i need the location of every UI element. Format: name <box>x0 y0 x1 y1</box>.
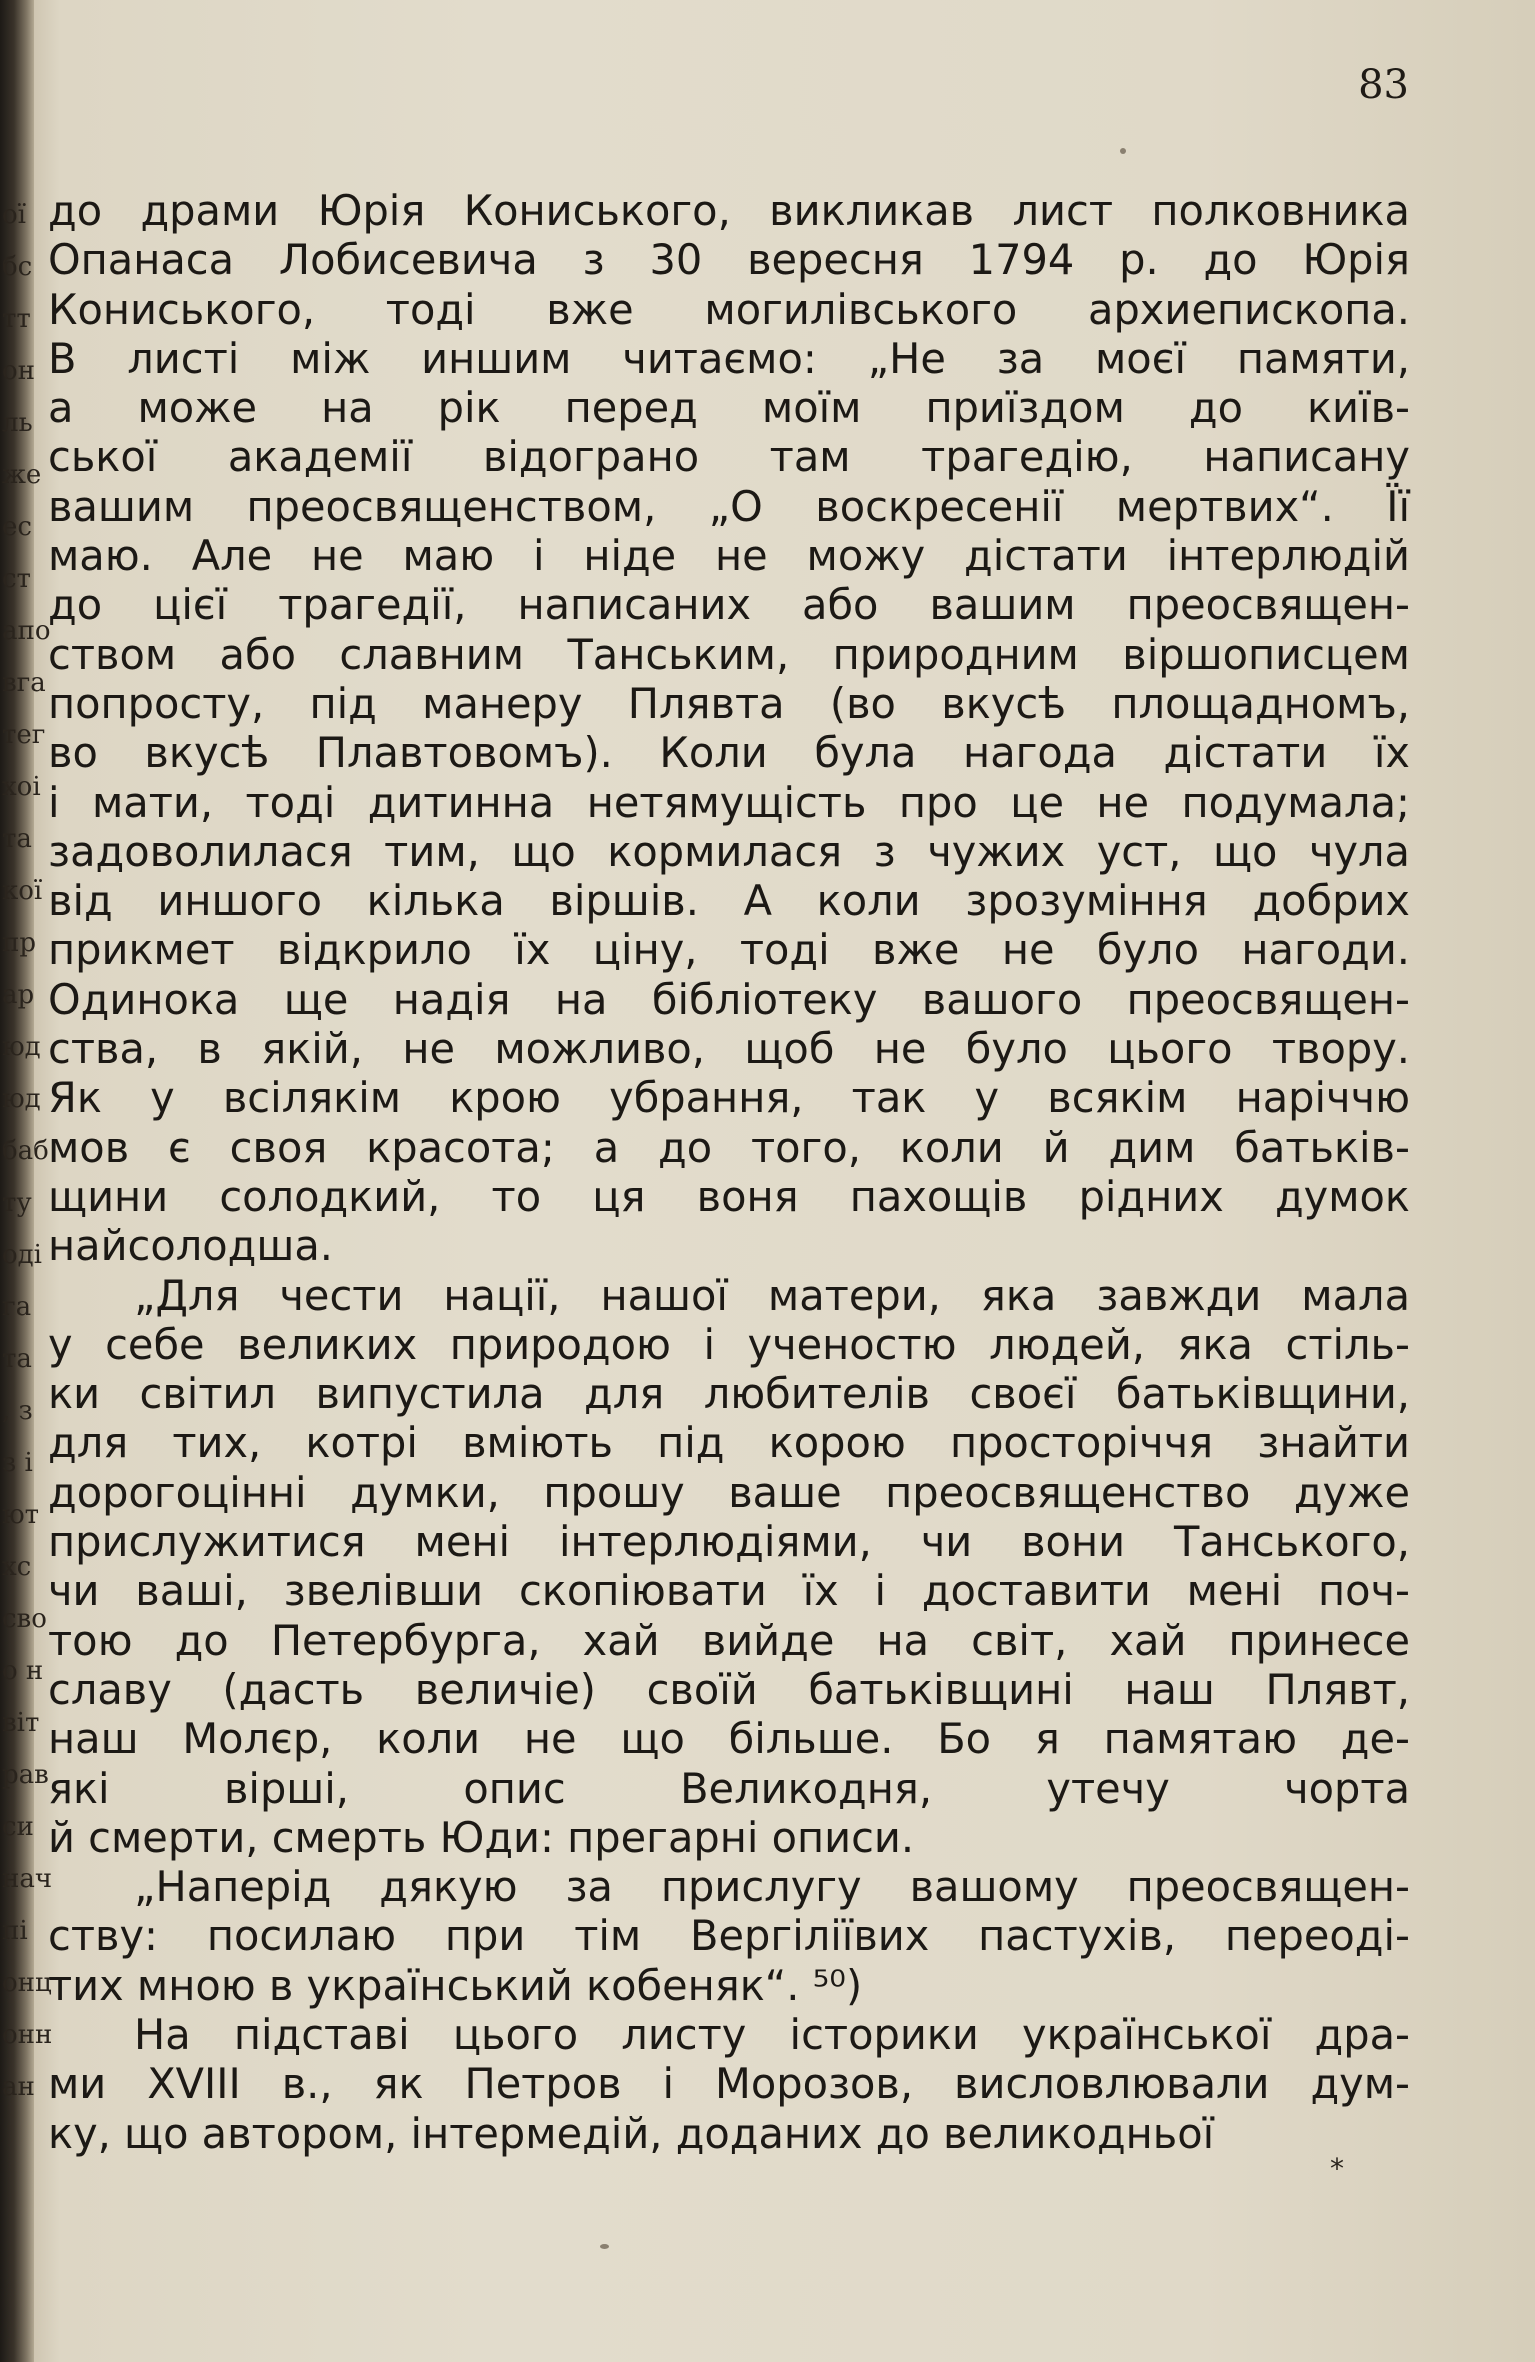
previous-page-fragment: ес <box>2 512 32 542</box>
text-line: мов є своя красота; а до того, коли й дим батьків- <box>48 1122 1410 1172</box>
previous-page-fragment: ту <box>2 1188 32 1218</box>
text-line: ки світил випустила для любителів своєї батьківщини, <box>48 1369 1410 1419</box>
text-line: від иншого кілька віршів. А коли зрозуміння добрих <box>48 876 1410 926</box>
previous-page-fragment: пі <box>2 1916 28 1946</box>
previous-page-fragment: сво <box>2 1604 47 1634</box>
previous-page-fragment: віт <box>2 1708 40 1738</box>
previous-page-fragment: ст <box>2 564 31 594</box>
text-line: „Для чести нації, нашої матери, яка завжди мала <box>134 1270 1410 1320</box>
previous-page-fragment: з і <box>2 1448 33 1478</box>
text-line: ству: посилаю при тім Вергіліївих пастухів, переоді- <box>48 1911 1410 1961</box>
text-line: Опанаса Лобисевича з 30 вересня 1794 р. до Юрія <box>48 235 1410 285</box>
previous-page-fragment: он <box>2 356 35 386</box>
text-line: прислужитися мені інтерлюдіями, чи вони Танського, <box>48 1517 1410 1567</box>
previous-page-fragment: ют <box>2 1500 40 1530</box>
text-line: ської академії відограно там трагедію, написану <box>48 432 1410 482</box>
text-line: і мати, тоді дитинна нетямущість про це не подумала; <box>48 777 1410 827</box>
text-line: На підставі цього листу історики української дра- <box>134 2009 1410 2059</box>
text-line: ством або славним Танським, природним віршописцем <box>48 629 1410 679</box>
text-line: до драми Юрія Кониського, викликав лист полковника <box>48 186 1410 235</box>
text-line: й смерти, смерть Юди: прегарні описи. <box>48 1812 915 1862</box>
text-line: Як у всілякім крою убрання, так у всякім наріччю <box>48 1073 1410 1123</box>
previous-page-fragment: о н <box>2 1656 44 1686</box>
previous-page-fragment: хоі <box>2 772 41 802</box>
previous-page-fragment: пр <box>2 928 36 958</box>
text-line: во вкусѣ Плавтовомъ). Коли була нагода дістати їх <box>48 728 1410 778</box>
page-number: 83 <box>1358 62 1409 108</box>
previous-page-fragment: тег <box>2 720 46 750</box>
text-line: а може на рік перед моїм приїздом до київ- <box>48 383 1410 433</box>
footnote-mark: * <box>1330 2152 1344 2185</box>
text-line: які вірші, опис Великодня, утечу чорта <box>48 1763 1410 1813</box>
previous-page-fragment: баб <box>2 1136 49 1166</box>
previous-page-fragment: юд <box>2 1032 41 1062</box>
previous-page-fragment: нач <box>2 1864 53 1894</box>
text-line: славу (дасть величіе) своїй батьківщині наш Плявт, <box>48 1664 1410 1714</box>
text-line: В листі між иншим читаємо: „Не за моєї памяти, <box>48 333 1410 383</box>
previous-page-fragment: , з <box>2 1396 33 1426</box>
paragraph <box>48 2010 1410 2158</box>
previous-page-fragment: си <box>2 1812 34 1842</box>
text-line: тих мною в український кобеняк“. ⁵⁰) <box>48 1960 863 2010</box>
previous-page-fragment: ль <box>2 408 33 438</box>
previous-page-fragment: апо <box>2 616 51 646</box>
previous-page-fragment: та <box>2 1344 32 1374</box>
previous-page-fragment: же <box>2 460 42 490</box>
paragraph <box>48 1862 1410 2010</box>
body-text <box>48 186 1410 2158</box>
text-line: вашим преосвященством, „О воскресенії мертвих“. Її <box>48 481 1410 531</box>
previous-page-fragment: ар <box>2 980 35 1010</box>
text-line: ства, в якій, не можливо, щоб не було цього твору. <box>48 1024 1410 1074</box>
text-line: щини солодкий, то ця воня пахощів рідних думок <box>48 1171 1410 1221</box>
text-line: задоволилася тим, що кормилася з чужих уст, що чула <box>48 826 1410 876</box>
previous-page-edge <box>0 200 53 2150</box>
text-line: ми XVIII в., як Петров і Морозов, висловлювали дум- <box>48 2059 1410 2109</box>
previous-page-fragment: ан <box>2 2072 35 2102</box>
text-line: ку, що автором, інтермедій, доданих до великодньої <box>48 2108 1215 2158</box>
paper-speck <box>600 2244 609 2249</box>
text-line: дорогоцінні думки, прошу ваше преосвященство дуже <box>48 1467 1410 1517</box>
previous-page-fragment: кої <box>2 876 43 906</box>
text-line: тою до Петербурга, хай вийде на світ, хай принесе <box>48 1615 1410 1665</box>
previous-page-fragment: хс <box>2 1552 32 1582</box>
previous-page-fragment: рав <box>2 1760 49 1790</box>
text-line: попросту, під манеру Плявта (во вкусѣ площадномъ, <box>48 678 1410 728</box>
text-line: маю. Але не маю і ніде не можу дістати інтерлюдій <box>48 531 1410 581</box>
paper-speck <box>1120 148 1126 154</box>
text-line: Одинока ще надія на бібліотеку вашого преосвящен- <box>48 974 1410 1024</box>
previous-page-fragment: оді <box>2 1240 42 1270</box>
paragraph <box>48 186 1410 1271</box>
previous-page-fragment: онн <box>2 2020 53 2050</box>
text-line: чи ваші, звелівши скопіювати їх і доставити мені поч- <box>48 1566 1410 1616</box>
previous-page-fragment: юд <box>2 1084 41 1114</box>
previous-page-fragment: бс <box>2 252 33 282</box>
text-line: до цієї трагедії, написаних або вашим преосвящен- <box>48 580 1410 630</box>
previous-page-fragment: онц <box>2 1968 52 1998</box>
text-line: у себе великих природою і ученостю людей, яка стіль- <box>48 1319 1410 1369</box>
previous-page-fragment: га <box>2 1292 32 1322</box>
paragraph <box>48 1271 1410 1863</box>
text-line: найсолодша. <box>48 1221 333 1271</box>
previous-page-fragment: та <box>2 824 32 854</box>
previous-page-fragment: тт <box>2 304 31 334</box>
previous-page-fragment: вга <box>2 668 46 698</box>
previous-page-fragment: ої <box>2 200 26 230</box>
text-line: „Наперід дякую за прислугу вашому преосвящен- <box>134 1862 1410 1912</box>
text-line: прикмет відкрило їх ціну, тоді вже не було нагоди. <box>48 925 1410 975</box>
text-line: Кониського, тоді вже могилівського архиепископа. <box>48 284 1410 334</box>
text-line: для тих, котрі вміють під корою просторіччя знайти <box>48 1418 1410 1468</box>
text-line: наш Молєр, коли не що більше. Бо я памятаю де- <box>48 1714 1410 1764</box>
